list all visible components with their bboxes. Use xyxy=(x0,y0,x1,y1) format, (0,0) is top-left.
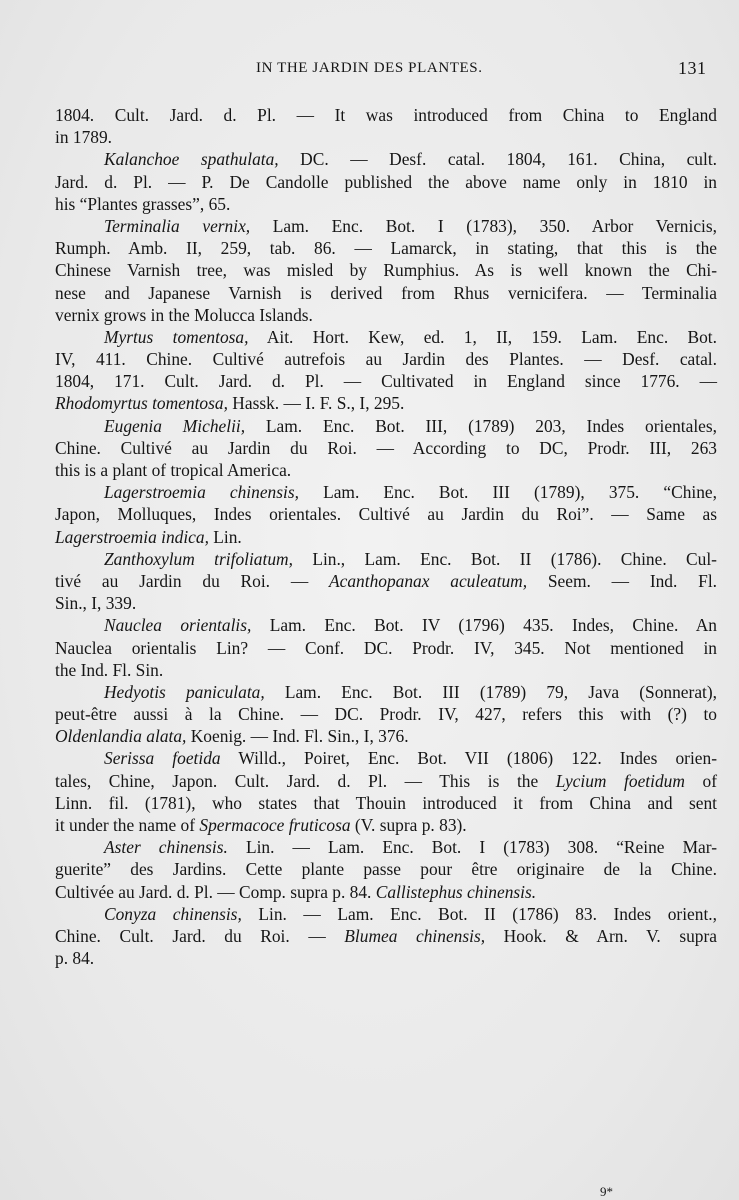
italic-taxon-name: Zanthoxylum trifoliatum, xyxy=(104,548,293,569)
signature-mark: 9* xyxy=(600,1184,613,1199)
body-text xyxy=(55,104,717,969)
text-run: Nauclea orientalis Lin? — Conf. DC. Prodr. IV, 345. Not mentioned in xyxy=(55,637,717,658)
text-line xyxy=(55,259,717,281)
italic-taxon-name: Lycium foetidum xyxy=(555,770,685,791)
text-line xyxy=(55,814,717,836)
text-line xyxy=(55,858,717,880)
text-run: p. 84. xyxy=(55,948,95,969)
text-line xyxy=(55,725,717,747)
text-line xyxy=(55,637,717,659)
text-line xyxy=(55,747,717,769)
text-line xyxy=(55,770,717,792)
text-run: Chinese Varnish tree, was misled by Rumphius. As is well known the Chi- xyxy=(55,260,717,281)
italic-taxon-name: Serissa foetida xyxy=(104,748,221,769)
text-run: Japon, Molluques, Indes orientales. Cultivé au Jardin du Roi”. — Same as xyxy=(55,504,717,525)
text-run: (V. supra p. 83). xyxy=(350,815,467,835)
text-run: IV, 411. Chine. Cultivé autrefois au Jardin des Plantes. — Desf. catal. xyxy=(55,349,717,370)
italic-taxon-name: Rhodomyrtus tomentosa, xyxy=(55,393,228,414)
text-run: Seem. — Ind. Fl. xyxy=(527,570,717,591)
text-run: this is a plant of tropical America. xyxy=(55,460,292,480)
text-run: tales, Chine, Japon. Cult. Jard. d. Pl. — This is the xyxy=(55,770,556,791)
text-run: Lin., Lam. Enc. Bot. II (1786). Chine. Cul- xyxy=(292,548,717,569)
text-line xyxy=(55,104,717,126)
text-run: Lin. xyxy=(208,526,242,547)
text-line xyxy=(55,126,717,148)
italic-taxon-name: Callistephus chinensis. xyxy=(375,881,537,902)
running-head xyxy=(0,58,739,84)
text-line xyxy=(55,171,717,193)
text-run: Ait. Hort. Kew, ed. 1, II, 159. Lam. Enc. Bot. xyxy=(248,326,717,347)
text-line xyxy=(55,503,717,525)
text-run: Lin. — Lam. Enc. Bot. I (1783) 308. “Reine Mar- xyxy=(227,837,717,858)
text-line xyxy=(55,326,717,348)
italic-taxon-name: Acanthopanax aculeatum, xyxy=(329,570,528,591)
text-run: Koenig. — Ind. Fl. Sin., I, 376. xyxy=(186,726,409,747)
text-run: Lam. Enc. Bot. III (1789) 79, Java (Sonnerat), xyxy=(264,681,718,702)
text-line xyxy=(55,415,717,437)
italic-taxon-name: Blumea chinensis, xyxy=(344,925,486,946)
text-run: Jard. d. Pl. — P. De Candolle published the above name only in 1810 in xyxy=(55,171,717,192)
text-run: Willd., Poiret, Enc. Bot. VII (1806) 122. Indes orien- xyxy=(220,748,717,769)
text-line xyxy=(55,392,717,414)
italic-taxon-name: Oldenlandia alata, xyxy=(55,726,187,747)
text-line xyxy=(55,348,717,370)
text-line xyxy=(55,237,717,259)
italic-taxon-name: Myrtus tomentosa, xyxy=(104,326,249,347)
page-number: 131 xyxy=(678,58,707,78)
text-run: Sin., I, 339. xyxy=(55,593,137,614)
italic-taxon-name: Lagerstroemia chinensis, xyxy=(104,482,299,503)
text-line xyxy=(55,614,717,636)
text-line xyxy=(55,881,717,903)
text-line xyxy=(55,836,717,858)
italic-taxon-name: Hedyotis paniculata, xyxy=(104,681,265,702)
text-line xyxy=(55,370,717,392)
italic-taxon-name: Aster chinensis. xyxy=(104,837,228,858)
text-line xyxy=(55,592,717,614)
text-run: it under the name of xyxy=(55,815,200,835)
text-run: nese and Japanese Varnish is derived from Rhus vernicifera. — Terminalia xyxy=(55,282,717,303)
text-line xyxy=(55,681,717,703)
text-line xyxy=(55,703,717,725)
text-run: DC. — Desf. catal. 1804, 161. China, cult. xyxy=(278,149,717,170)
text-line xyxy=(55,526,717,548)
text-run: peut-être aussi à la Chine. — DC. Prodr. IV, 427, refers this with (?) to xyxy=(55,704,717,725)
text-run: Chine. Cultivé au Jardin du Roi. — According to DC, Prodr. III, 263 xyxy=(55,437,717,458)
text-run: Hook. & Arn. V. supra xyxy=(485,925,717,946)
text-run: the Ind. Fl. Sin. xyxy=(55,659,164,680)
text-run: Lam. Enc. Bot. I (1783), 350. Arbor Vernicis, xyxy=(250,215,717,236)
text-run: vernix grows in the Molucca Islands. xyxy=(55,304,313,325)
italic-taxon-name: Nauclea orientalis, xyxy=(104,615,252,636)
text-run: Chine. Cult. Jard. du Roi. — xyxy=(55,925,345,946)
text-line xyxy=(55,903,717,925)
text-run: Lam. Enc. Bot. III (1789), 375. “Chine, xyxy=(298,482,717,503)
text-run: 1804. Cult. Jard. d. Pl. — It was introduced from China to England xyxy=(55,105,717,125)
text-line xyxy=(55,925,717,947)
italic-taxon-name: Kalanchoe spathulata, xyxy=(104,149,279,170)
text-line xyxy=(55,437,717,459)
italic-taxon-name: Spermacoce fruticosa xyxy=(199,815,351,835)
text-line xyxy=(55,792,717,814)
text-line xyxy=(55,481,717,503)
text-line xyxy=(55,659,717,681)
text-run: Rumph. Amb. II, 259, tab. 86. — Lamarck, in stating, that this is the xyxy=(55,238,717,259)
text-line xyxy=(55,193,717,215)
text-line xyxy=(55,570,717,592)
text-line xyxy=(55,215,717,237)
text-run: Hassk. — I. F. S., I, 295. xyxy=(227,393,405,414)
italic-taxon-name: Lagerstroemia indica, xyxy=(55,526,209,547)
text-run: tivé au Jardin du Roi. — xyxy=(55,570,330,591)
text-run: Lam. Enc. Bot. IV (1796) 435. Indes, Chine. An xyxy=(251,615,717,636)
text-run: Lin. — Lam. Enc. Bot. II (1786) 83. Indes orient., xyxy=(241,903,717,924)
text-line xyxy=(55,304,717,326)
text-run: Lam. Enc. Bot. III, (1789) 203, Indes orientales, xyxy=(245,415,717,436)
text-line xyxy=(55,548,717,570)
text-run: of xyxy=(684,770,717,791)
text-run: 1804, 171. Cult. Jard. d. Pl. — Cultivated in England since 1776. — xyxy=(55,371,717,392)
text-line xyxy=(55,947,717,969)
text-run: guerite” des Jardins. Cette plante passe pour être originaire de la Chine. xyxy=(55,859,717,880)
running-title: IN THE JARDIN DES PLANTES. xyxy=(256,60,483,76)
text-run: Cultivée au Jard. d. Pl. — Comp. supra p. 84. xyxy=(55,881,376,902)
text-run: Linn. fil. (1781), who states that Thouin introduced it from China and sent xyxy=(55,792,717,813)
italic-taxon-name: Terminalia vernix, xyxy=(104,215,251,236)
italic-taxon-name: Eugenia Michelii, xyxy=(104,415,246,436)
italic-taxon-name: Conyza chinensis, xyxy=(104,903,242,924)
text-run: his “Plantes grasses”, 65. xyxy=(55,193,231,214)
text-run: in 1789. xyxy=(55,127,113,148)
text-line xyxy=(55,459,717,481)
text-line xyxy=(55,148,717,170)
text-line xyxy=(55,282,717,304)
